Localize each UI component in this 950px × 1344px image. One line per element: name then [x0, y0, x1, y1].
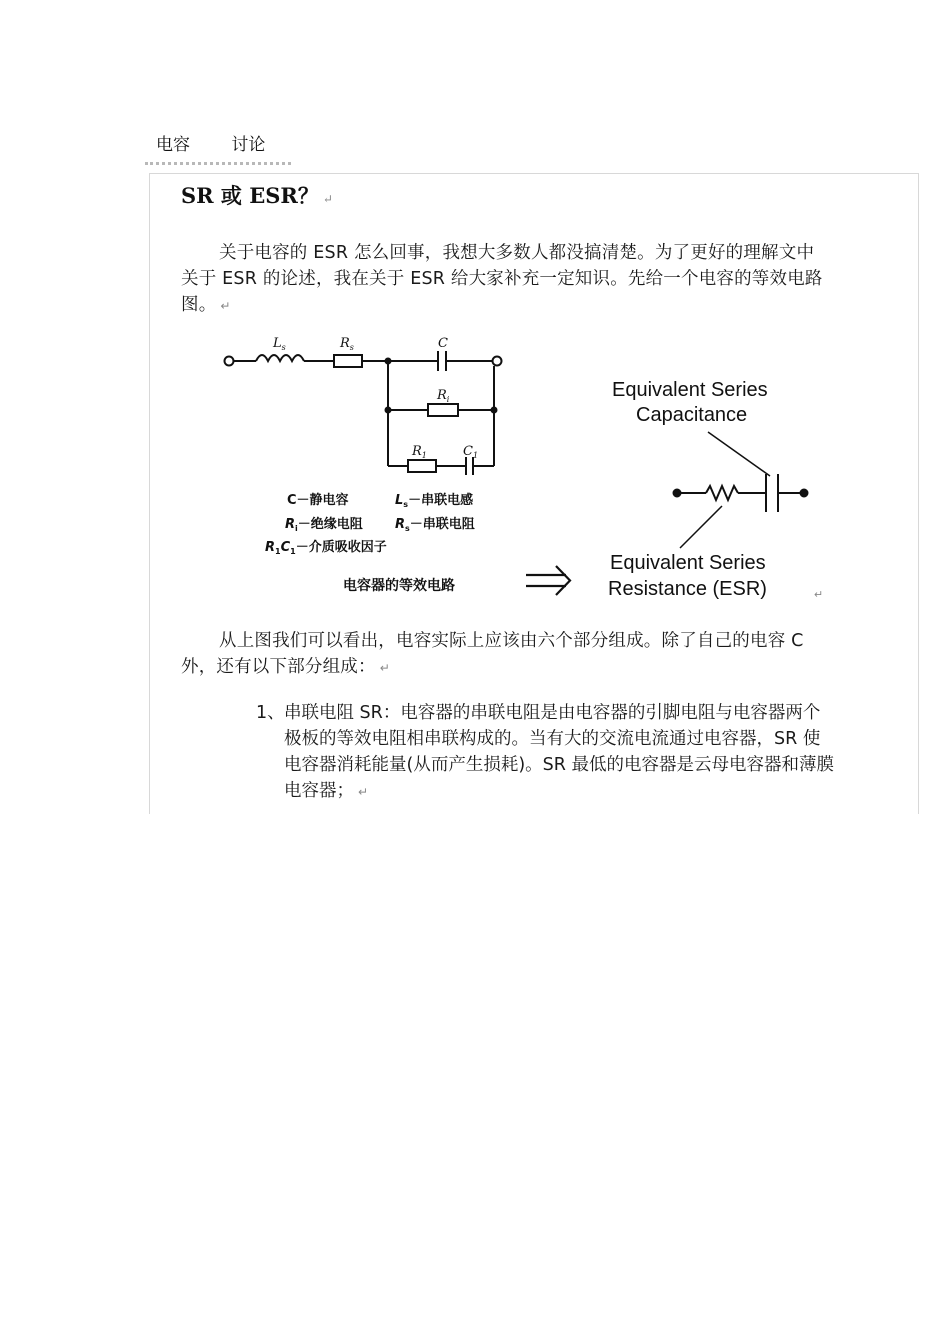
- header-tab-discussion[interactable]: 讨论: [231, 135, 266, 155]
- legend-c: C－静电容: [287, 493, 349, 508]
- label-capacitance-line1: Equivalent Series: [612, 379, 768, 401]
- paragraph-mark: ↵: [220, 299, 231, 313]
- article-title-text: SR 或 ESR？: [181, 183, 319, 208]
- paragraph-mark: ↵: [379, 661, 390, 675]
- terminal-left: [225, 357, 234, 366]
- second-paragraph-text: 从上图我们可以看出，电容实际上应该由六个部分组成。除了自己的电容 C 外，还有以下部分组成：: [181, 631, 804, 677]
- list-item-number: 1、: [256, 703, 285, 723]
- esr-resistor: [706, 486, 738, 500]
- label-ls: $L_s$: [273, 336, 286, 352]
- label-r1: $R_1$: [412, 444, 427, 460]
- second-paragraph: [181, 628, 831, 681]
- header-tab-capacitor[interactable]: 电容: [156, 135, 190, 155]
- esr-terminal-left: [674, 490, 681, 497]
- resistor-ri: [428, 404, 458, 416]
- esr-terminal-right: [801, 490, 808, 497]
- paragraph-mark: ↵: [358, 785, 369, 799]
- circuit-legend: [265, 492, 475, 594]
- node-dot: [492, 408, 497, 413]
- label-c1: $C_1$: [463, 444, 479, 460]
- label-resistance-line2: Resistance (ESR): [608, 578, 767, 600]
- implication-arrow: [526, 566, 570, 595]
- list-item-body: 串联电阻 SR：电容器的串联电阻是由电容器的引脚电阻与电容器两个极板的等效电阻相串联构成的。当有大的交流电流通过电容器，SR 使电容器消耗能量(从而产生损耗)。SR 最低的电容器是云母电容器和薄膜电容器；: [284, 703, 834, 801]
- paragraph-mark: ↵: [322, 192, 333, 206]
- resistor-rs: [334, 355, 362, 367]
- label-rs: $R_s$: [340, 336, 354, 352]
- list-item-text: [284, 700, 836, 805]
- paragraph-mark: ↵: [814, 589, 824, 601]
- legend-r1c1: $R_1C_1-$介质吸收因子: [265, 540, 387, 556]
- node-dot: [386, 359, 391, 364]
- intro-text: 关于电容的 ESR 怎么回事，我想大多数人都没搞清楚。为了更好的理解文中关于 ESR 的论述，我在关于 ESR 给大家补充一定知识。先给一个电容的等效电路图。: [181, 243, 823, 315]
- label-c: C: [438, 336, 448, 351]
- equivalent-circuit-diagram: [225, 351, 502, 475]
- pointer-resistance: [680, 506, 722, 548]
- label-resistance-line1: Equivalent Series: [610, 552, 766, 574]
- legend-ri: $R_i-$绝缘电阻: [285, 517, 363, 533]
- list-item: [256, 700, 836, 805]
- inductor-ls: [256, 355, 304, 361]
- label-ri: $R_i$: [437, 388, 450, 404]
- pointer-capacitance: [708, 432, 770, 476]
- circuit-component-labels: [272, 336, 478, 460]
- label-capacitance-line2: Capacitance: [636, 404, 748, 426]
- esr-figure-labels: [608, 379, 823, 601]
- esr-figure: [674, 432, 808, 548]
- circuit-caption: 电容器的等效电路: [343, 578, 455, 594]
- terminal-right: [493, 357, 502, 366]
- resistor-r1: [408, 460, 436, 472]
- node-dot: [386, 408, 391, 413]
- legend-rs: $R_s-$串联电阻: [395, 517, 475, 533]
- legend-ls: $L_s-$串联电感: [395, 493, 474, 509]
